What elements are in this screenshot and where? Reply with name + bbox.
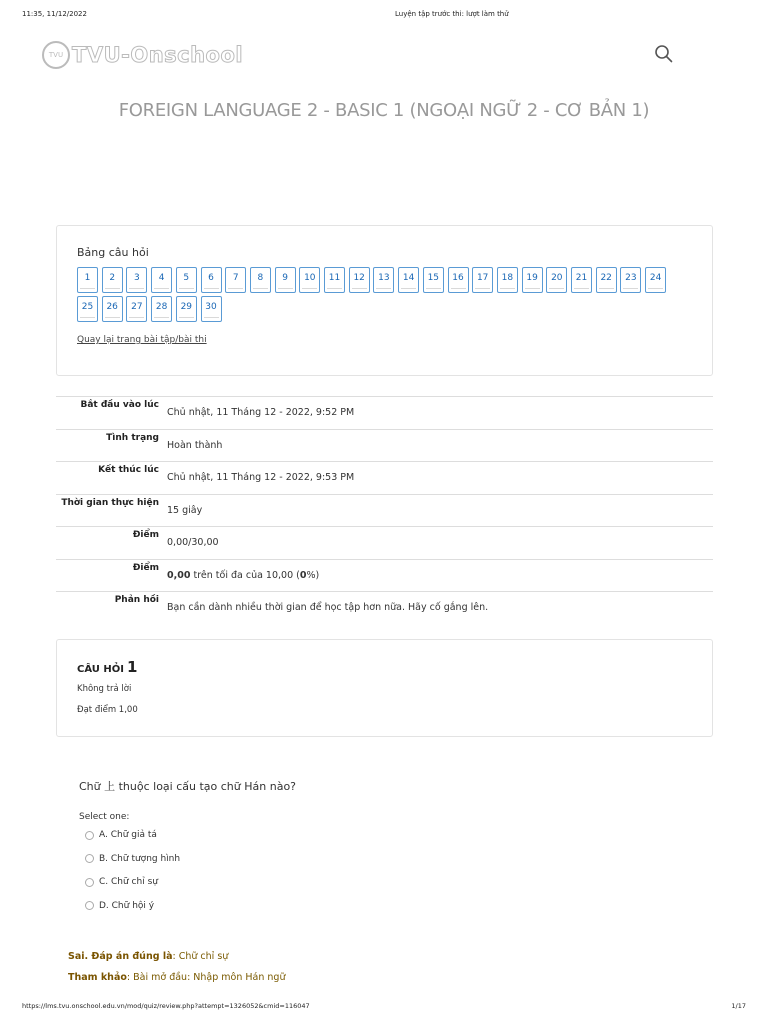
quiz-navigation-panel <box>56 225 713 376</box>
question-nav-button-1[interactable] <box>77 267 98 293</box>
print-document-title: Luyện tập trước thi: lượt làm thử <box>395 10 509 18</box>
question-nav-button-17[interactable] <box>472 267 493 293</box>
question-nav-number: 27 <box>131 302 143 312</box>
summary-label: Kết thúc lúc <box>98 465 159 475</box>
question-nav-number: 17 <box>476 273 489 283</box>
question-state-bar <box>475 288 490 289</box>
question-state-bar <box>302 288 317 289</box>
question-nav-button-10[interactable] <box>299 267 320 293</box>
question-nav-button-15[interactable] <box>423 267 444 293</box>
question-nav-number: 21 <box>575 273 588 283</box>
correct-answer: : Chữ chỉ sự <box>172 951 229 962</box>
back-to-quiz-link[interactable]: Quay lại trang bài tập/bài thi <box>77 335 207 345</box>
summary-label: Bắt đầu vào lúc <box>80 400 159 410</box>
print-page-number: 1/17 <box>731 1002 746 1010</box>
answer-option[interactable] <box>85 875 158 889</box>
question-nav-button-11[interactable] <box>324 267 345 293</box>
question-state-bar <box>228 288 243 289</box>
summary-row <box>56 494 713 527</box>
answer-option-label: B. Chữ tượng hình <box>99 853 181 864</box>
navigation-heading: Bảng câu hỏi <box>77 246 149 259</box>
logo-icon <box>42 41 70 69</box>
question-state-bar <box>599 288 614 289</box>
answer-radio[interactable] <box>85 831 94 840</box>
question-nav-button-27[interactable] <box>126 296 147 322</box>
summary-row <box>56 429 713 462</box>
summary-row <box>56 559 713 592</box>
question-state-bar <box>80 288 95 289</box>
question-state-bar <box>179 288 194 289</box>
question-state-bar <box>574 288 589 289</box>
reference-label: Tham khảo <box>68 972 127 983</box>
question-nav-button-18[interactable] <box>497 267 518 293</box>
answer-radio[interactable] <box>85 901 94 910</box>
question-nav-number: 30 <box>205 302 217 312</box>
question-state-bar <box>623 288 638 289</box>
question-nav-button-3[interactable] <box>126 267 147 293</box>
question-nav-number: 28 <box>155 302 168 312</box>
question-nav-button-29[interactable] <box>176 296 197 322</box>
question-info-panel <box>56 639 713 737</box>
question-state-bar <box>327 288 342 289</box>
question-nav-button-12[interactable] <box>349 267 370 293</box>
question-state-bar <box>352 288 367 289</box>
question-nav-number: 22 <box>600 273 612 283</box>
question-nav-number: 15 <box>427 273 440 283</box>
question-nav-number: 24 <box>649 273 662 283</box>
answer-option[interactable] <box>85 828 157 842</box>
print-url: https://lms.tvu.onschool.edu.vn/mod/quiz/review.php?attempt=1326052&cmid=116047 <box>22 1002 310 1010</box>
summary-row <box>56 591 713 624</box>
question-state-bar <box>80 317 95 318</box>
question-mark: Đạt điểm 1,00 <box>77 705 138 715</box>
logo-text: TVU-Onschool <box>72 43 244 67</box>
question-state-bar <box>278 288 293 289</box>
summary-value: Chủ nhật, 11 Tháng 12 - 2022, 9:53 PM <box>167 472 355 483</box>
logo-badge: TVU <box>48 51 64 59</box>
question-nav-button-8[interactable] <box>250 267 271 293</box>
question-nav-button-6[interactable] <box>201 267 222 293</box>
question-state-bar <box>154 317 169 318</box>
question-nav-button-4[interactable] <box>151 267 172 293</box>
summary-row <box>56 526 713 559</box>
question-nav-button-2[interactable] <box>102 267 123 293</box>
question-nav-button-20[interactable] <box>546 267 567 293</box>
question-state-bar <box>154 288 169 289</box>
question-nav-number: 8 <box>257 273 264 283</box>
question-nav-button-24[interactable] <box>645 267 666 293</box>
question-state-bar <box>549 288 564 289</box>
wrong-label: Sai. Đáp án đúng là <box>68 951 173 962</box>
question-number-value: 1 <box>126 658 138 676</box>
question-state-bar <box>500 288 515 289</box>
question-state-bar <box>129 317 144 318</box>
question-state-bar <box>204 317 219 318</box>
question-nav-button-7[interactable] <box>225 267 246 293</box>
question-nav-number: 12 <box>353 273 365 283</box>
search-button[interactable] <box>654 44 674 64</box>
summary-value: 0,00/30,00 <box>167 537 219 548</box>
answer-option-label: D. Chữ hội ý <box>99 900 155 911</box>
answer-option[interactable] <box>85 852 180 866</box>
question-nav-button-16[interactable] <box>448 267 469 293</box>
question-nav-button-25[interactable] <box>77 296 98 322</box>
question-nav-button-28[interactable] <box>151 296 172 322</box>
question-label: CÂU HỎI <box>77 664 124 675</box>
question-state-bar <box>179 317 194 318</box>
question-nav-number: 18 <box>501 273 514 283</box>
question-nav-number: 29 <box>180 302 193 312</box>
question-nav-number: 9 <box>282 273 288 283</box>
question-nav-button-19[interactable] <box>522 267 543 293</box>
question-nav-button-13[interactable] <box>373 267 394 293</box>
question-nav-number: 16 <box>452 273 464 283</box>
question-state-bar <box>129 288 144 289</box>
question-state-bar <box>105 317 120 318</box>
grade-max: trên tối đa của 10,00 ( <box>190 569 300 581</box>
answer-option-label: C. Chữ chỉ sự <box>99 877 158 887</box>
reference-value: : Bài mở đầu: Nhập môn Hán ngữ <box>126 972 286 983</box>
question-nav-number: 20 <box>551 273 563 283</box>
question-nav-number: 5 <box>183 273 190 283</box>
correct-answer-feedback <box>68 951 228 962</box>
summary-row <box>56 461 713 494</box>
question-nav-number: 14 <box>402 273 415 283</box>
attempt-summary-table <box>56 396 713 624</box>
question-nav-button-26[interactable] <box>102 296 123 322</box>
grade-value: 0,00 <box>167 569 191 581</box>
select-one-prompt: Select one: <box>79 812 130 822</box>
question-nav-number: 10 <box>304 273 316 283</box>
question-nav-number: 23 <box>625 273 637 283</box>
question-state-bar <box>253 288 268 289</box>
summary-value: Hoàn thành <box>167 439 223 451</box>
summary-label: Điểm <box>132 562 159 573</box>
summary-value: Bạn cần dành nhiều thời gian để học tập hơn nữa. Hãy cố gắng lên. <box>167 602 489 613</box>
question-nav-button-21[interactable] <box>571 267 592 293</box>
question-state: Không trả lời <box>77 684 132 694</box>
question-nav-number: 11 <box>328 273 341 283</box>
course-title: FOREIGN LANGUAGE 2 - BASIC 1 (NGOẠI NGỮ 2 - CƠ BẢN 1) <box>118 100 650 121</box>
question-nav-number: 7 <box>232 273 239 283</box>
answer-radio[interactable] <box>85 854 94 863</box>
answer-radio[interactable] <box>85 878 94 887</box>
question-state-bar <box>648 288 663 289</box>
question-state-bar <box>376 288 391 289</box>
summary-value: Chủ nhật, 11 Tháng 12 - 2022, 9:52 PM <box>167 407 355 418</box>
question-state-bar <box>105 288 120 289</box>
question-nav-button-23[interactable] <box>620 267 641 293</box>
summary-label: Thời gian thực hiện <box>61 497 159 508</box>
question-nav-number: 3 <box>134 273 140 283</box>
print-timestamp: 11:35, 11/12/2022 <box>22 10 87 18</box>
answer-option[interactable] <box>85 899 154 913</box>
question-state-bar <box>525 288 540 289</box>
question-state-bar <box>204 288 219 289</box>
question-state-bar <box>401 288 416 289</box>
question-number <box>77 658 137 676</box>
question-nav-number: 19 <box>526 273 538 283</box>
grade-percent-suffix: %) <box>306 569 320 581</box>
summary-label: Phản hồi <box>114 595 159 605</box>
summary-label: Điểm <box>132 530 159 540</box>
question-nav-button-22[interactable] <box>596 267 617 293</box>
question-nav-number: 1 <box>84 273 91 283</box>
print-header <box>22 10 746 22</box>
question-nav-number: 6 <box>208 273 214 283</box>
question-nav-button-5[interactable] <box>176 267 197 293</box>
answer-option-label: A. Chữ giả tá <box>99 830 157 840</box>
search-icon <box>654 44 674 64</box>
question-nav-number: 25 <box>81 302 94 312</box>
summary-value: 15 giây <box>167 504 203 516</box>
question-nav-button-9[interactable] <box>275 267 296 293</box>
reference-feedback <box>68 972 285 983</box>
question-nav-button-14[interactable] <box>398 267 419 293</box>
site-logo[interactable] <box>42 40 243 70</box>
grade-percent: 0 <box>299 569 307 581</box>
summary-value <box>167 570 319 581</box>
question-nav-number: 26 <box>106 302 118 312</box>
question-nav-number: 2 <box>109 273 116 283</box>
question-nav-number: 4 <box>158 273 165 283</box>
question-state-bar <box>451 288 466 289</box>
question-text: Chữ 上 thuộc loại cấu tạo chữ Hán nào? <box>79 780 297 793</box>
summary-label: Tình trạng <box>106 432 159 443</box>
question-nav-number: 13 <box>378 273 390 283</box>
summary-row <box>56 396 713 429</box>
question-nav-button-30[interactable] <box>201 296 222 322</box>
question-state-bar <box>426 288 441 289</box>
